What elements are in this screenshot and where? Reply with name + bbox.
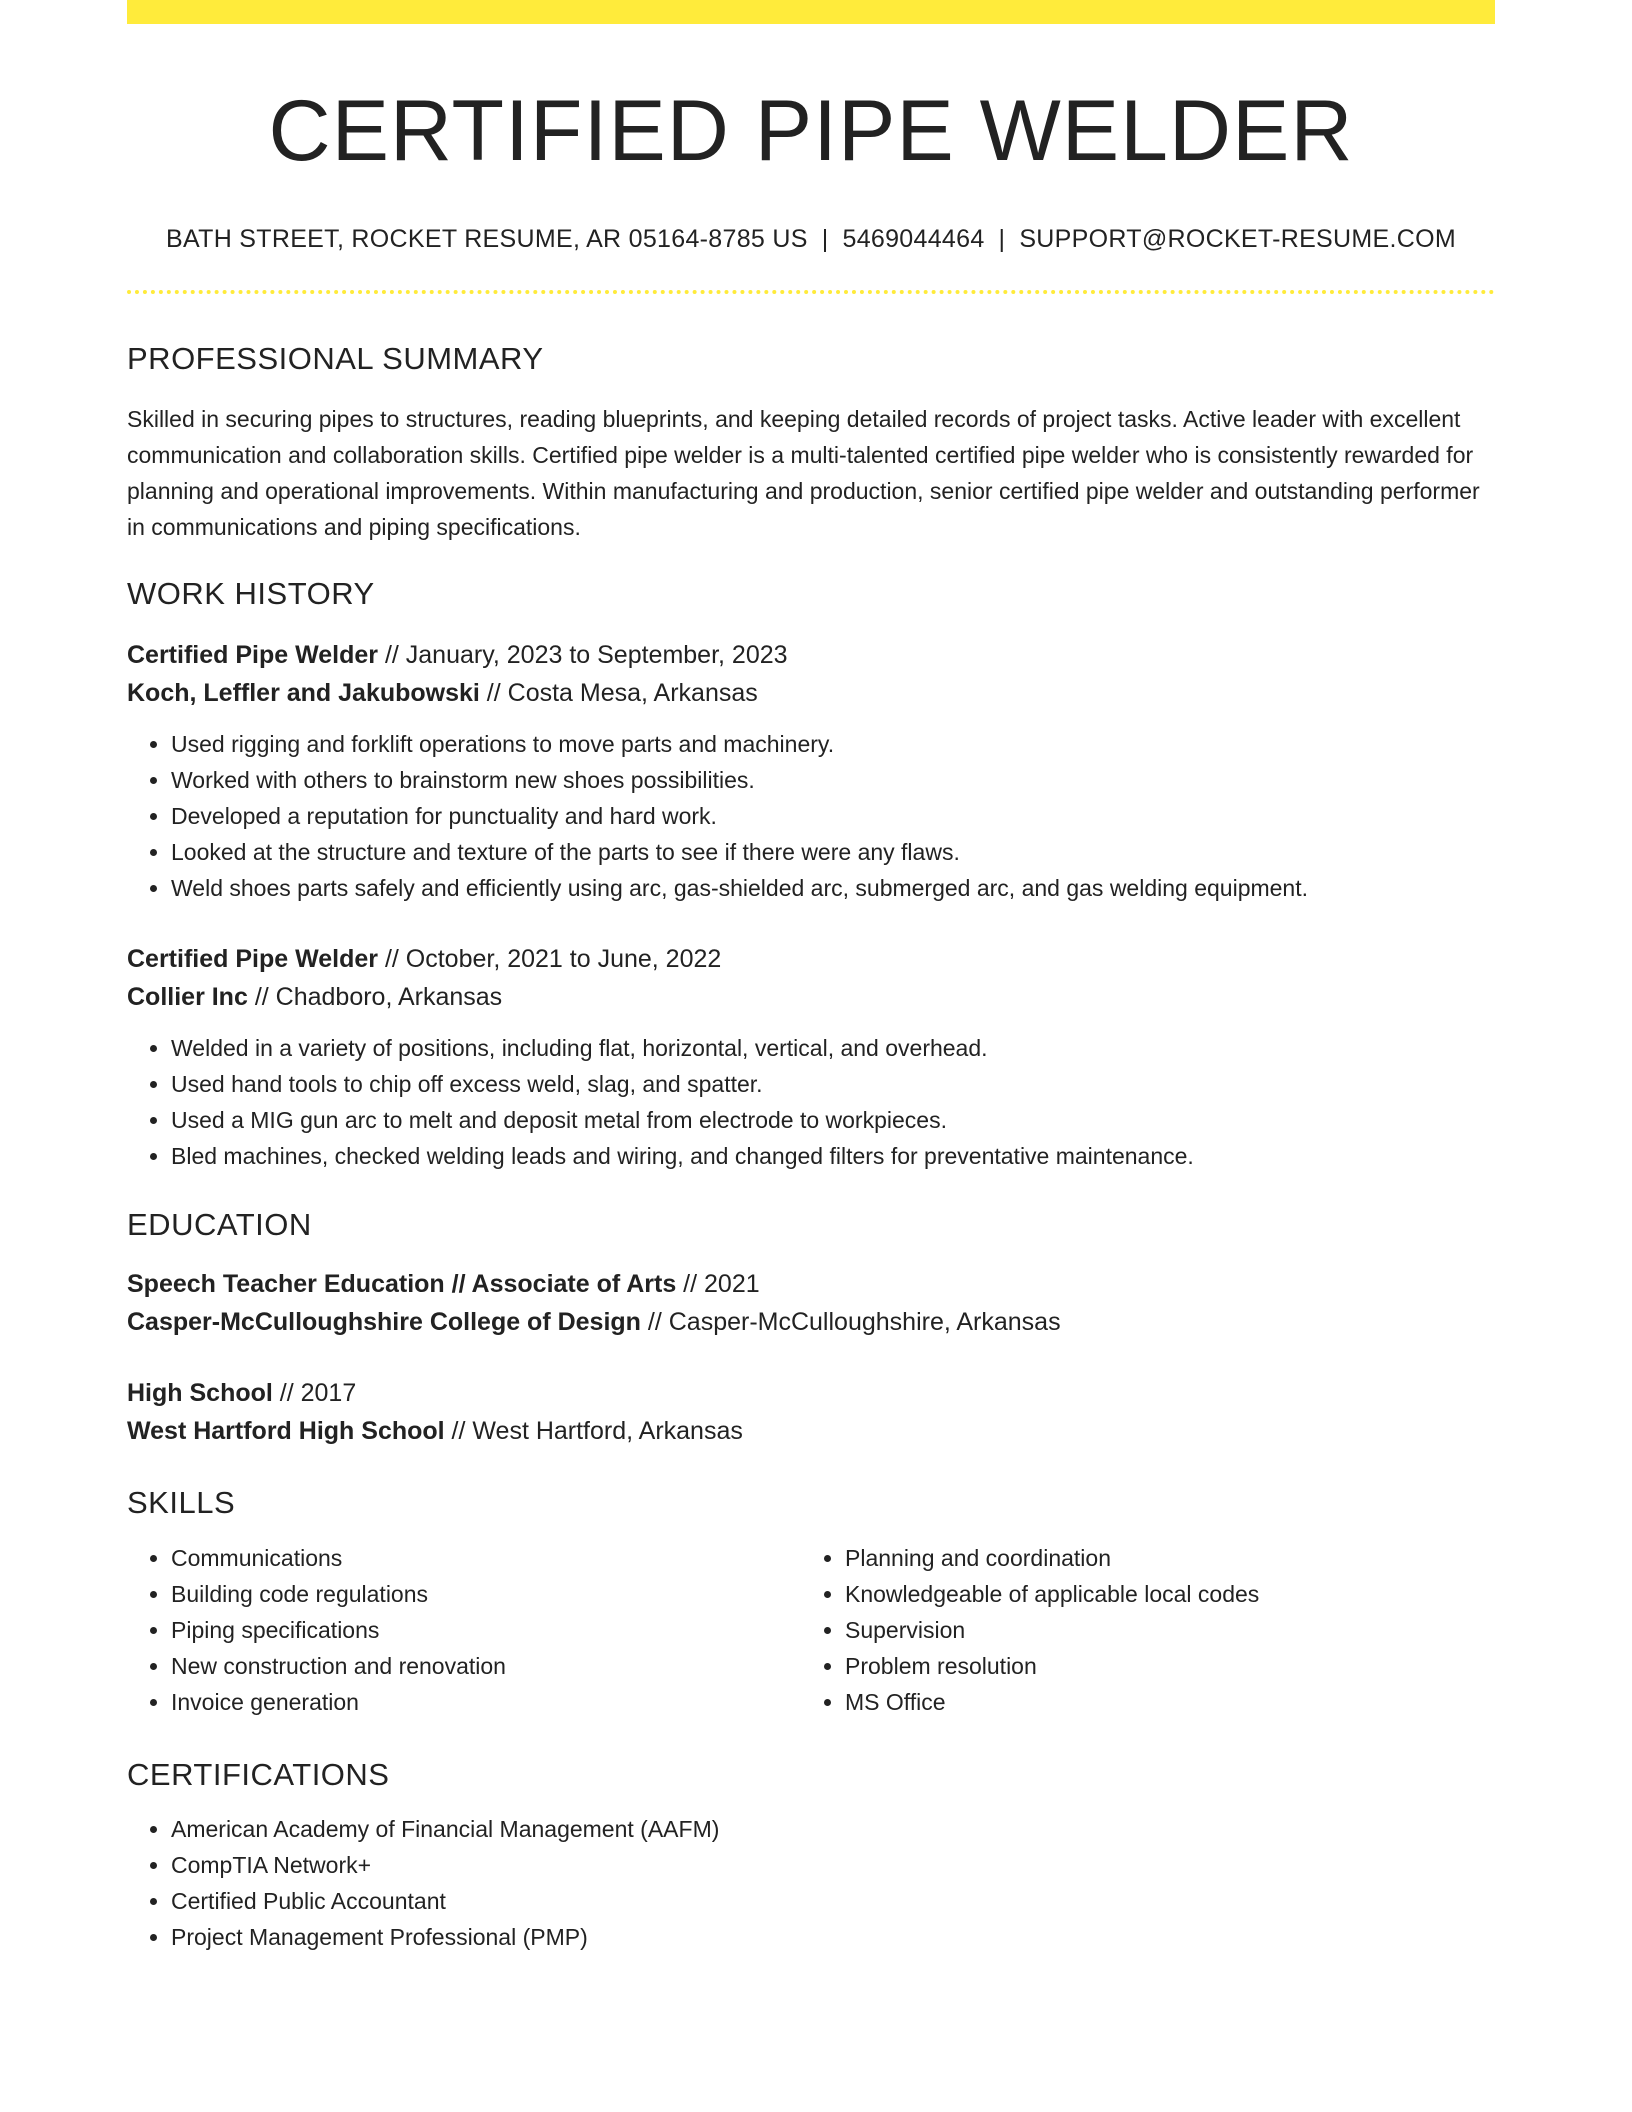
job-role: Certified Pipe Welder (127, 641, 378, 670)
job-location: // Chadboro, Arkansas (247, 983, 503, 1012)
job-bullet: • Developed a reputation for punctuality and hard work. (171, 798, 1495, 834)
job-bullets (127, 726, 1495, 906)
job-company: Koch, Leffler and Jakubowski (127, 679, 480, 708)
contact-separator: | (821, 224, 829, 253)
contact-email: SUPPORT@ROCKET-RESUME.COM (1019, 224, 1456, 253)
certification-item: • Project Management Professional (PMP) (171, 1919, 1495, 1955)
job-company-line (127, 674, 1495, 712)
skills-heading: SKILLS (127, 1485, 236, 1521)
skill-item: • Knowledgeable of applicable local codes (845, 1576, 1475, 1612)
skill-item: • Problem resolution (845, 1648, 1475, 1684)
skills-column-right (801, 1540, 1475, 1720)
education-degree: Speech Teacher Education // Associate of Arts (127, 1270, 677, 1299)
skill-item: • MS Office (845, 1684, 1475, 1720)
education-location: // West Hartford, Arkansas (444, 1417, 743, 1446)
job-bullet: • Welded in a variety of positions, including flat, horizontal, vertical, and overhead. (171, 1030, 1495, 1066)
job-bullet: • Weld shoes parts safely and efficiently using arc, gas-shielded arc, submerged arc, and gas welding equipment. (171, 870, 1495, 906)
skill-item: • New construction and renovation (171, 1648, 801, 1684)
job-dates: // January, 2023 to September, 2023 (378, 641, 788, 670)
resume-name: CERTIFIED PIPE WELDER (268, 83, 1354, 179)
job-bullet: • Used rigging and forklift operations to move parts and machinery. (171, 726, 1495, 762)
education-degree-line (127, 1265, 1495, 1303)
certifications-list (127, 1811, 1495, 1955)
certification-item: • CompTIA Network+ (171, 1847, 1495, 1883)
job-bullet: • Bled machines, checked welding leads and wiring, and changed filters for preventative maintenance. (171, 1138, 1495, 1174)
education-school-line (127, 1303, 1495, 1341)
job-entry (127, 940, 1495, 1174)
accent-top-bar (127, 0, 1495, 24)
contact-address: BATH STREET, ROCKET RESUME, AR 05164-8785 US (166, 224, 808, 253)
job-bullets (127, 1030, 1495, 1174)
certifications-heading: CERTIFICATIONS (127, 1756, 390, 1792)
education-degree-line (127, 1374, 1495, 1412)
contact-phone: 5469044464 (842, 224, 985, 253)
job-title-line (127, 940, 1495, 978)
job-dates: // October, 2021 to June, 2022 (378, 945, 722, 974)
job-bullet: • Used hand tools to chip off excess weld, slag, and spatter. (171, 1066, 1495, 1102)
contact-line (127, 225, 1495, 254)
education-year: // 2017 (272, 1379, 357, 1408)
education-entry (127, 1374, 1495, 1450)
job-location: // Costa Mesa, Arkansas (479, 679, 758, 708)
certification-item: • Certified Public Accountant (171, 1883, 1495, 1919)
education-entry (127, 1265, 1495, 1341)
education-degree: High School (127, 1379, 273, 1408)
dotted-divider (127, 290, 1495, 294)
contact-separator: | (998, 224, 1006, 253)
job-bullet: • Worked with others to brainstorm new shoes possibilities. (171, 762, 1495, 798)
skills-column-left (127, 1540, 801, 1720)
skills-grid (127, 1540, 1495, 1720)
education-year: // 2021 (676, 1270, 760, 1299)
skill-item: • Piping specifications (171, 1612, 801, 1648)
resume-page (127, 0, 1495, 1955)
job-entry (127, 636, 1495, 906)
job-bullet: • Used a MIG gun arc to melt and deposit metal from electrode to workpieces. (171, 1102, 1495, 1138)
education-school: West Hartford High School (127, 1417, 445, 1446)
education-heading: EDUCATION (127, 1207, 312, 1243)
job-title-line (127, 636, 1495, 674)
job-company-line (127, 978, 1495, 1016)
job-bullet: • Looked at the structure and texture of the parts to see if there were any flaws. (171, 834, 1495, 870)
certification-item: • American Academy of Financial Management (AAFM) (171, 1811, 1495, 1847)
skill-item: • Invoice generation (171, 1684, 801, 1720)
work-history-heading: WORK HISTORY (127, 576, 375, 612)
summary-text: Skilled in securing pipes to structures, reading blueprints, and keeping detailed records of project tasks. Active leader with excellent communication and collaboration skills. Certified pipe welder is a multi-talented certified pipe welder who is consistently rewarded for planning and operational improvements. Within manufacturing and production, senior certified pipe welder and outstanding performer in communications and piping specifications. (127, 406, 1480, 541)
job-role: Certified Pipe Welder (127, 945, 378, 974)
skill-item: • Planning and coordination (845, 1540, 1475, 1576)
job-company: Collier Inc (127, 983, 248, 1012)
education-location: // Casper-McCulloughshire, Arkansas (640, 1308, 1061, 1337)
education-school-line (127, 1412, 1495, 1450)
skill-item: • Supervision (845, 1612, 1475, 1648)
summary-heading: PROFESSIONAL SUMMARY (127, 340, 544, 376)
skill-item: • Building code regulations (171, 1576, 801, 1612)
education-school: Casper-McCulloughshire College of Design (127, 1308, 641, 1337)
skill-item: • Communications (171, 1540, 801, 1576)
